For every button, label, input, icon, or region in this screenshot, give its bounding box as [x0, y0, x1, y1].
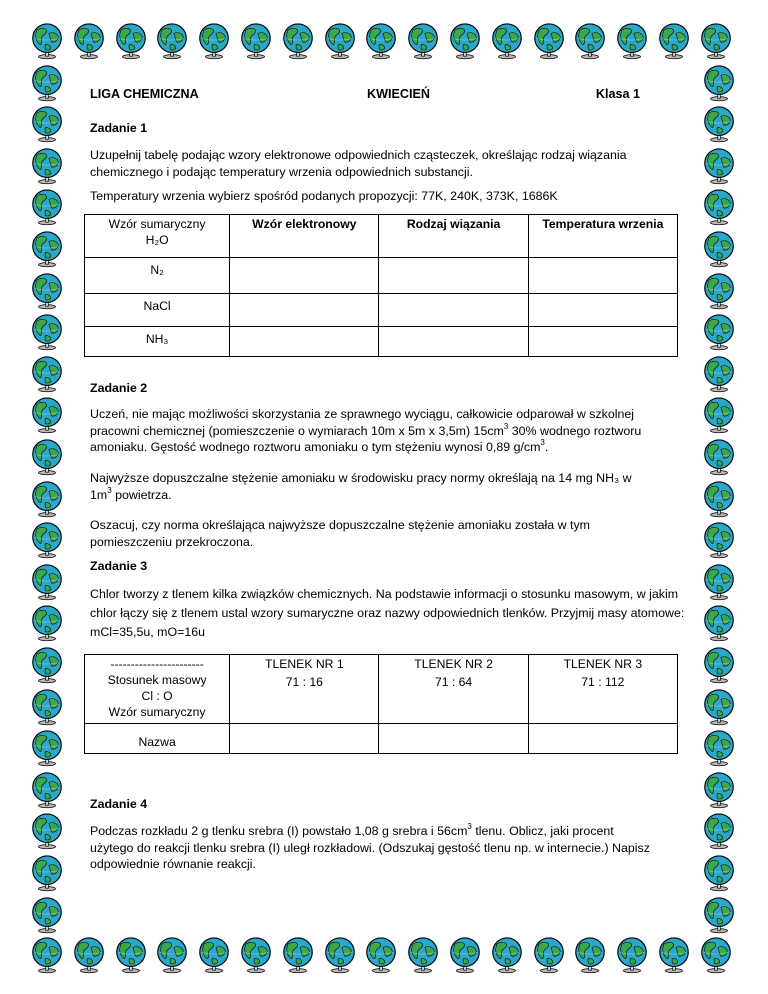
globe-icon [153, 936, 191, 974]
task2-p3: Oszacuj, czy norma określająca najwyższe dopuszczalne stężenie amoniaku została w tym pomieszczeniu przekroczona. [90, 518, 590, 549]
globe-icon [700, 646, 738, 684]
globe-icon [28, 105, 66, 143]
table-cell[interactable] [230, 258, 379, 294]
globe-icon [195, 936, 233, 974]
task2-p2 [90, 470, 655, 503]
globe-icon [404, 22, 442, 60]
task2-p1 [90, 406, 682, 456]
globe-icon [28, 646, 66, 684]
task1-title: Zadanie 1 [90, 121, 148, 135]
t3-col-oxide-1 [230, 655, 379, 724]
t3-ratio-label: Stosunek masowy [107, 673, 207, 687]
globe-icon [28, 896, 66, 934]
task3-title: Zadanie 3 [90, 559, 148, 573]
header-month: KWIECIEŃ [367, 87, 430, 101]
t3-corner: ----------------------- [110, 657, 204, 671]
globe-icon [700, 896, 738, 934]
globe-icon [28, 355, 66, 393]
globe-icon [700, 230, 738, 268]
globe-icon [700, 438, 738, 476]
task1-temps: Temperatury wrzenia wybierz spośród podanych propozycji: 77K, 240K, 373K, 1686K [90, 189, 558, 203]
table-cell[interactable] [528, 258, 677, 294]
globe-icon [28, 604, 66, 642]
globe-icon [530, 936, 568, 974]
globe-icon [700, 563, 738, 601]
table-cell[interactable] [528, 294, 677, 327]
table-cell[interactable] [230, 724, 379, 754]
t1-col-temp: Temperatura wrzenia [528, 215, 677, 258]
globe-icon [28, 812, 66, 850]
globe-icon [28, 438, 66, 476]
t1-col-bond: Rodzaj wiązania [379, 215, 528, 258]
globe-icon [28, 272, 66, 310]
t3-col-oxide-2 [379, 655, 528, 724]
globe-icon [571, 22, 609, 60]
globe-icon [700, 355, 738, 393]
globe-icon [697, 22, 735, 60]
globe-icon [279, 22, 317, 60]
globe-icon [28, 480, 66, 518]
globe-icon [237, 22, 275, 60]
globe-icon [700, 480, 738, 518]
globe-icon [700, 521, 738, 559]
globe-icon [700, 688, 738, 726]
globe-icon [700, 272, 738, 310]
globe-icon [700, 105, 738, 143]
header-class: Klasa 1 [595, 87, 640, 101]
globe-icon [571, 936, 609, 974]
globe-icon [446, 22, 484, 60]
globe-icon [700, 64, 738, 102]
globe-icon [28, 396, 66, 434]
globe-icon [153, 22, 191, 60]
t1-col-formula-label: Wzór sumaryczny [108, 217, 206, 231]
worksheet [90, 80, 685, 872]
task4-text-a: Podczas rozkładu 2 g tlenku srebra (I) powstało 1,08 g srebra i 56cm [90, 824, 468, 838]
t3-col-oxide-3 [528, 655, 677, 724]
t3-ratio-2: 71 : 64 [434, 675, 473, 689]
table-cell[interactable] [230, 294, 379, 327]
task2-title: Zadanie 2 [90, 381, 148, 395]
globe-icon [530, 22, 568, 60]
task1-intro: Uzupełnij tabelę podając wzory elektronowe odpowiednich cząsteczek, określając rodzaj wiązania chemicznego i podając temperatury wrzenia odpowiednich substancji. [90, 148, 627, 179]
globe-icon [28, 854, 66, 892]
task4-title: Zadanie 4 [90, 797, 148, 811]
task4-text-b: tlenu. Oblicz, jaki procent użytego do reakcji tlenku srebra (I) uległ rozkładowi. (Odszukaj gęstość tlenu np. w internecie.) Napisz odpowiednie równanie reakcji. [90, 824, 650, 872]
globe-icon [700, 729, 738, 767]
globe-icon [362, 936, 400, 974]
t3-row-ratio-label [85, 655, 230, 724]
globe-icon [321, 936, 359, 974]
task2-p1-text-c: . [544, 440, 549, 455]
superscript: 3 [540, 438, 545, 448]
globe-icon [655, 936, 693, 974]
globe-icon [28, 22, 66, 60]
globe-icon [700, 854, 738, 892]
t3-name-label: Nazwa [85, 724, 230, 754]
globe-icon [28, 688, 66, 726]
table-cell[interactable] [379, 724, 528, 754]
globe-icon [700, 604, 738, 642]
t3-header-3: TLENEK NR 3 [563, 657, 643, 671]
task2-p2-text-b: powietrza. [111, 487, 172, 502]
table-cell[interactable] [379, 327, 528, 357]
task2-p1-text-a: Uczeń, nie mając możliwości skorzystania ze sprawnego wyciągu, całkowicie odparował w szkolnej pracowni chemicznej (pomieszczenie o wymiarach 10m x 5m x 3,5m) 15cm [90, 407, 635, 438]
globe-icon [700, 188, 738, 226]
t3-ratio-cl-o: Cl : O [141, 689, 173, 703]
task3-intro: Chlor tworzy z tlenem kilka związków chemicznych. Na podstawie informacji o stosunku masowym, w jakim chlor łączy się z tlenem ustal wzory sumaryczne oraz nazwy odpowiednich tlenków. Przyjmij masy atomowe: mCl=35,5u, mO=16u [90, 587, 685, 639]
globe-icon [112, 936, 150, 974]
globe-icon [28, 230, 66, 268]
t3-ratio-3: 71 : 112 [581, 675, 625, 689]
globe-icon [362, 22, 400, 60]
globe-icon [70, 936, 108, 974]
table-cell[interactable] [528, 724, 677, 754]
globe-icon [700, 396, 738, 434]
t1-row-n2: N₂ [85, 258, 230, 294]
globe-icon [28, 936, 66, 974]
t3-formula-label: Wzór sumaryczny [108, 705, 206, 719]
superscript: 3 [503, 421, 509, 431]
globe-icon [28, 521, 66, 559]
globe-icon [28, 563, 66, 601]
globe-icon [697, 936, 735, 974]
globe-icon [321, 22, 359, 60]
task2-p1-text-b: 30% wodnego roztworu amoniaku. Gęstość wodnego roztworu amoniaku o tym stężeniu wynosi 0,89 g/cm [90, 423, 642, 455]
table-cell[interactable] [379, 294, 528, 327]
task3-table [84, 654, 678, 754]
t3-ratio-1: 71 : 16 [285, 675, 323, 689]
superscript: 3 [467, 822, 472, 831]
globe-icon [28, 771, 66, 809]
table-cell[interactable] [528, 327, 677, 357]
t3-header-2: TLENEK NR 2 [414, 657, 493, 671]
globe-icon [488, 22, 526, 60]
t1-row-h2o: H₂O [145, 233, 169, 247]
globe-icon [613, 936, 651, 974]
globe-icon [28, 147, 66, 185]
globe-icon [195, 22, 233, 60]
task4-text [90, 823, 650, 873]
t1-row-nacl: NaCl [85, 294, 230, 327]
globe-icon [488, 936, 526, 974]
globe-icon [70, 22, 108, 60]
globe-icon [446, 936, 484, 974]
t1-row-nh3: NH₃ [85, 327, 230, 357]
t1-col-electronic: Wzór elektronowy [230, 215, 379, 258]
globe-icon [700, 147, 738, 185]
globe-icon [28, 188, 66, 226]
globe-icon [700, 771, 738, 809]
globe-icon [28, 64, 66, 102]
page-header [90, 80, 680, 102]
superscript: 3 [107, 485, 112, 495]
globe-icon [613, 22, 651, 60]
table-cell[interactable] [230, 327, 379, 357]
globe-icon [112, 22, 150, 60]
globe-icon [700, 313, 738, 351]
table-cell[interactable] [379, 258, 528, 294]
globe-icon [279, 936, 317, 974]
globe-icon [28, 729, 66, 767]
t3-header-1: TLENEK NR 1 [265, 657, 344, 671]
globe-icon [700, 812, 738, 850]
globe-icon [237, 936, 275, 974]
t1-col-formula [85, 215, 230, 258]
globe-icon [404, 936, 442, 974]
globe-icon [655, 22, 693, 60]
task2-p2-text-a: Najwyższe dopuszczalne stężenie amoniaku w środowisku pracy normy określają na 14 mg NH₃ w 1m [90, 471, 632, 502]
task1-table [84, 214, 678, 357]
header-title: LIGA CHEMICZNA [90, 87, 199, 101]
globe-icon [28, 313, 66, 351]
